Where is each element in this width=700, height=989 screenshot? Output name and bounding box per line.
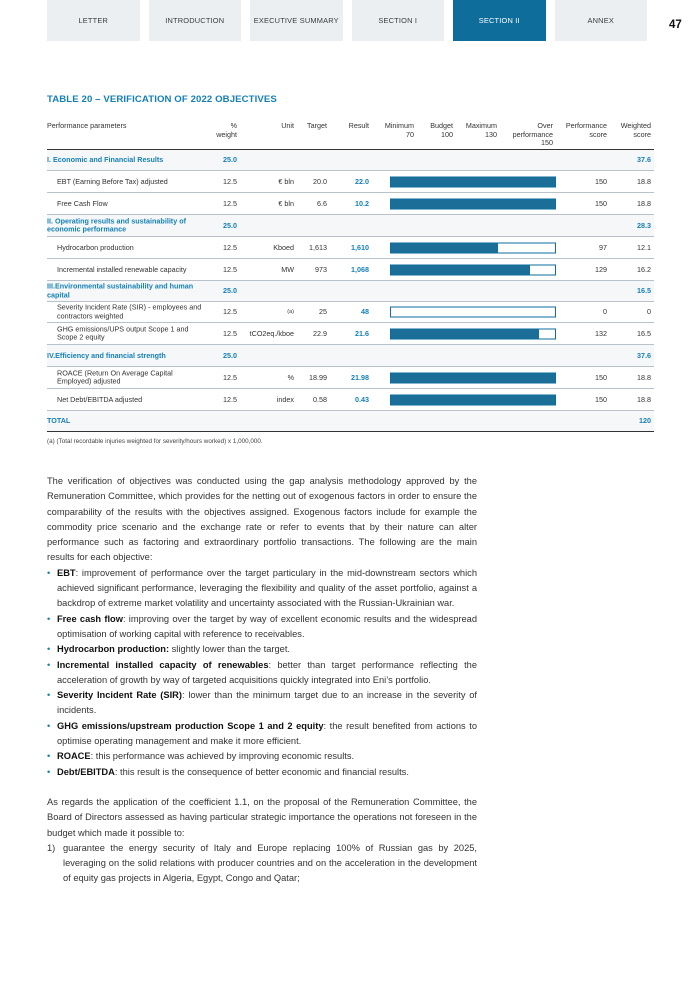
result-cell: 22.0 <box>355 176 369 186</box>
weight-cell: 12.5 <box>223 198 237 208</box>
result-cell: 0.43 <box>355 394 369 404</box>
section-row <box>47 345 654 367</box>
weighted-score-cell: 12.1 <box>637 242 651 252</box>
target-cell: 6.6 <box>317 198 327 208</box>
result-cell: 21.98 <box>351 372 369 382</box>
weight-cell: 12.5 <box>223 306 237 316</box>
performance-bar <box>390 198 556 209</box>
performance-score-cell: 150 <box>595 372 607 382</box>
performance-bar-fill <box>391 177 555 186</box>
header-weight: % weight <box>216 121 237 139</box>
weight-cell: 25.0 <box>223 350 237 360</box>
weight-cell: 12.5 <box>223 242 237 252</box>
weighted-score-cell: 18.8 <box>637 372 651 382</box>
weighted-score-cell: 18.8 <box>637 198 651 208</box>
bullet-text: : this performance was achieved by improving economic results. <box>90 751 355 762</box>
list-item <box>47 642 477 657</box>
bullet-term: ROACE <box>57 751 91 762</box>
parameter-label: Incremental installed renewable capacity <box>57 264 187 274</box>
performance-bar-fill <box>391 329 539 338</box>
performance-score-cell: 150 <box>595 176 607 186</box>
list-text: guarantee the energy security of Italy and Europe replacing 100% of Russian gas by 2025, leveraging on the solid relations with producer countries and on the acceleration in the development of equity gas projects in Algeria, Egypt, Congo and Qatar; <box>63 842 477 884</box>
performance-score-cell: 150 <box>595 394 607 404</box>
list-item <box>47 688 477 719</box>
weighted-score-cell: 28.3 <box>637 220 651 230</box>
tab-executive-summary[interactable]: EXECUTIVE SUMMARY <box>250 0 343 41</box>
section-label: I. Economic and Financial Results <box>47 154 164 164</box>
target-cell: 25 <box>319 306 327 316</box>
weight-cell: 25.0 <box>223 285 237 295</box>
bullet-text: : lower than the minimum target due to an increase in the severity of incidents. <box>57 690 477 716</box>
weighted-score-cell: 16.2 <box>637 264 651 274</box>
unit-cell: % <box>287 372 294 382</box>
bullet-term: Hydrocarbon production: <box>57 644 170 655</box>
performance-bar <box>390 394 556 405</box>
weight-cell: 12.5 <box>223 328 237 338</box>
header-weighted-score: Weighted score <box>620 121 651 139</box>
tab-letter[interactable]: LETTER <box>47 0 140 41</box>
bullet-term: EBT <box>57 567 76 578</box>
header-target: Target <box>307 121 327 130</box>
header-performance-score: Performance score <box>565 121 607 139</box>
result-cell: 1,610 <box>351 242 369 252</box>
performance-bar <box>390 328 556 339</box>
result-cell: 48 <box>361 306 369 316</box>
target-cell: 1,613 <box>309 242 327 252</box>
total-row <box>47 411 654 432</box>
unit-cell: € bln <box>278 198 294 208</box>
weight-cell: 12.5 <box>223 264 237 274</box>
section-row <box>47 215 654 237</box>
weight-cell: 12.5 <box>223 176 237 186</box>
header-minimum: Minimum 70 <box>384 121 414 139</box>
bullet-term: GHG emissions/upstream production Scope 1 and 2 equity <box>57 720 324 731</box>
top-navigation <box>47 0 647 41</box>
unit-cell: index <box>276 394 294 404</box>
weight-cell: 12.5 <box>223 372 237 382</box>
performance-score-cell: 97 <box>599 242 607 252</box>
tab-section-i[interactable]: SECTION I <box>352 0 445 41</box>
list-item <box>47 765 477 780</box>
weight-cell: 25.0 <box>223 220 237 230</box>
total-label: TOTAL <box>47 415 71 425</box>
performance-bar <box>390 264 556 275</box>
section-label: II. Operating results and sustainability of economic performance <box>47 216 186 234</box>
performance-bar-fill <box>391 265 530 274</box>
result-cell: 1,068 <box>351 264 369 274</box>
table-row <box>47 302 654 323</box>
parameter-label: Severity Incident Rate (SIR) - employees and contractors weighted <box>57 302 202 320</box>
target-cell: 0.58 <box>313 394 327 404</box>
parameter-label: GHG emissions/UPS output Scope 1 and Scope 2 equity <box>57 324 189 342</box>
weighted-score-cell: 0 <box>647 306 651 316</box>
performance-bar <box>390 176 556 187</box>
page-number: 47 <box>669 19 682 31</box>
target-cell: 22.9 <box>313 328 327 338</box>
table-header <box>47 118 654 150</box>
intro-paragraph: The verification of objectives was conducted using the gap analysis methodology approved by the Remuneration Committee, which provides for the netting out of exogenous factors in order to ensure the comparability of the results with the objectives assigned. Exogenous factors include for example the commodity price scenario and the exchange rate or refer to events that by their nature can alter performance such as factoring and extraordinary portfolio transactions. The following are the main results for each objective: <box>47 476 477 563</box>
section-row <box>47 281 654 302</box>
section-label: IV.Efficiency and financial strength <box>47 350 166 360</box>
body-text <box>47 474 477 887</box>
performance-score-cell: 150 <box>595 198 607 208</box>
target-cell: 20.0 <box>313 176 327 186</box>
bullet-text: : this result is the consequence of better economic and financial results. <box>114 766 409 777</box>
list-item <box>47 566 477 612</box>
header-maximum: Maximum 130 <box>465 121 497 139</box>
parameter-label: Free Cash Flow <box>57 198 108 208</box>
bullet-term: Severity Incident Rate (SIR) <box>57 690 182 701</box>
performance-score-cell: 129 <box>595 264 607 274</box>
table-row <box>47 323 654 345</box>
weight-cell: 25.0 <box>223 154 237 164</box>
tab-annex[interactable]: ANNEX <box>555 0 648 41</box>
table-row <box>47 237 654 259</box>
total-weighted-score: 120 <box>639 415 651 425</box>
performance-bar-fill <box>391 395 555 404</box>
section-row <box>47 150 654 171</box>
parameter-label: Hydrocarbon production <box>57 242 134 252</box>
list-item <box>47 658 477 689</box>
unit-cell: (a) <box>287 308 294 315</box>
list-item <box>47 719 477 750</box>
table-row <box>47 259 654 281</box>
performance-bar-fill <box>391 373 555 382</box>
bullet-text: : improving over the target by way of excellent economic results and the widespread optimisation of working capital with reference to receivables. <box>57 613 477 639</box>
parameter-label: ROACE (Return On Average Capital Employed) adjusted <box>57 368 173 386</box>
performance-bar <box>390 372 556 383</box>
unit-cell: € bln <box>278 176 294 186</box>
bullet-term: Debt/EBITDA <box>57 766 115 777</box>
performance-bar <box>390 307 556 318</box>
weighted-score-cell: 37.6 <box>637 350 651 360</box>
weighted-score-cell: 16.5 <box>637 285 651 295</box>
weighted-score-cell: 18.8 <box>637 394 651 404</box>
performance-score-cell: 132 <box>595 328 607 338</box>
bullet-text: : the result benefited from actions to optimise operating management and make it more efficient. <box>57 720 477 747</box>
performance-score-cell: 0 <box>603 306 607 316</box>
bullet-text: : improvement of performance over the target particulary in the mid-downstream sectors which achieved significant performance, leveraging the flexibility and quality of the asset portfolio, against a backdrop of extreme market volatility and uncertainty associated with the Russian-Ukrainian war. <box>57 567 477 609</box>
coefficient-paragraph: As regards the application of the coefficient 1.1, on the proposal of the Remuneration Committee, the Board of Directors assessed as having particular strategic importance the operations not foreseen in the budget which made it possible to: <box>47 796 477 838</box>
table-row <box>47 389 654 411</box>
table-row <box>47 171 654 193</box>
bullet-text: : better than target performance reflecting the acceleration of growth by way of targeted acquisitions quickly integrated into Eni’s portfolio. <box>57 659 477 685</box>
list-number: 1) <box>47 842 56 853</box>
result-cell: 21.6 <box>355 328 369 338</box>
table-row <box>47 367 654 389</box>
result-cell: 10.2 <box>355 198 369 208</box>
weighted-score-cell: 16.5 <box>637 328 651 338</box>
results-list <box>47 566 477 780</box>
list-item <box>47 612 477 643</box>
target-cell: 973 <box>315 264 327 274</box>
list-item <box>47 749 477 764</box>
objectives-table <box>47 118 654 432</box>
table-title: TABLE 20 – VERIFICATION OF 2022 OBJECTIVES <box>47 94 277 105</box>
unit-cell: tCO2eq./kboe <box>249 328 294 338</box>
parameter-label: Net Debt/EBITDA adjusted <box>57 394 143 404</box>
performance-bar-fill <box>391 243 498 252</box>
performance-bar <box>390 242 556 253</box>
header-param: Performance parameters <box>47 121 127 130</box>
header-result: Result <box>348 121 369 130</box>
parameter-label: EBT (Earning Before Tax) adjusted <box>57 176 168 186</box>
list-item <box>47 841 477 887</box>
unit-cell: MW <box>281 264 294 274</box>
header-unit: Unit <box>281 121 294 130</box>
weight-cell: 12.5 <box>223 394 237 404</box>
weighted-score-cell: 18.8 <box>637 176 651 186</box>
header-over-performance: Over performance 150 <box>512 121 553 147</box>
bullet-term: Incremental installed capacity of renewables <box>57 659 269 670</box>
weighted-score-cell: 37.6 <box>637 154 651 164</box>
section-label: III.Environmental sustainability and human capital <box>47 281 194 299</box>
table-row <box>47 193 654 215</box>
performance-bar-fill <box>391 199 555 208</box>
unit-cell: Kboed <box>273 242 294 252</box>
target-cell: 18.99 <box>309 372 327 382</box>
tab-introduction[interactable]: INTRODUCTION <box>149 0 242 41</box>
header-budget: Budget 100 <box>430 121 453 139</box>
bullet-term: Free cash flow <box>57 613 123 624</box>
table-footnote: (a) (Total recordable injuries weighted for severity/hours worked) x 1,000,000. <box>47 438 263 445</box>
bullet-text: slightly lower than the target. <box>169 644 291 655</box>
numbered-list <box>47 841 477 887</box>
tab-section-ii[interactable]: SECTION II <box>453 0 546 41</box>
